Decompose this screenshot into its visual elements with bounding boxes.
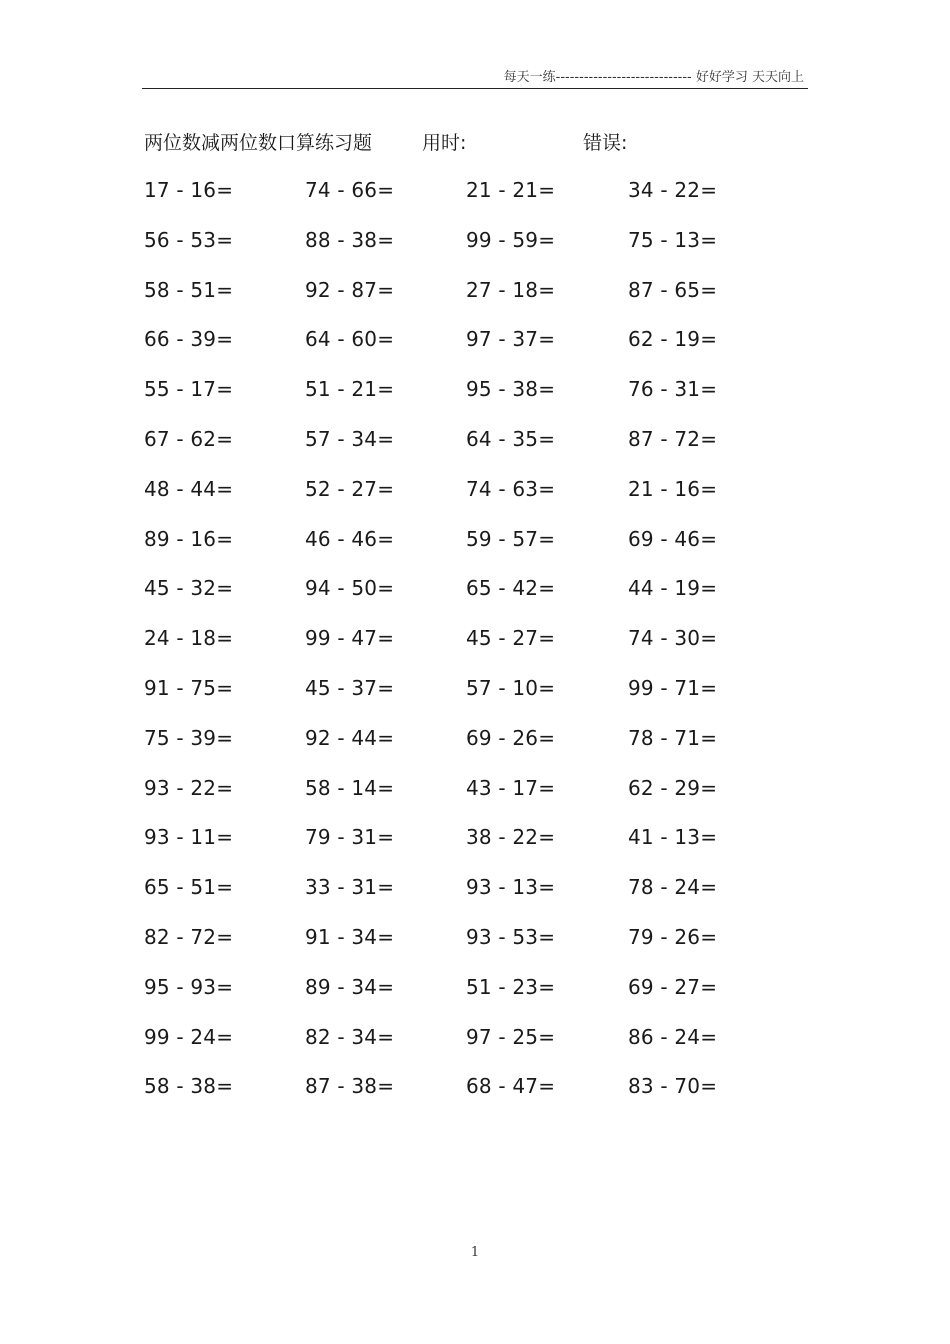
problem-item: 99 - 47= [305, 626, 395, 651]
problem-item: 97 - 25= [466, 1024, 556, 1049]
problem-item: 55 - 17= [144, 377, 234, 402]
problem-item: 93 - 53= [466, 924, 556, 949]
problem-item: 99 - 59= [466, 227, 556, 252]
problem-item: 59 - 57= [466, 526, 556, 551]
problem-row [144, 1025, 804, 1075]
problem-row [144, 527, 804, 577]
problem-item: 65 - 51= [144, 875, 234, 900]
problem-item: 24 - 18= [144, 626, 234, 651]
problem-item: 69 - 26= [466, 725, 556, 750]
problem-item: 93 - 11= [144, 825, 234, 850]
header-text [504, 66, 804, 85]
problem-item: 21 - 21= [466, 178, 556, 202]
problem-item: 82 - 34= [305, 1024, 395, 1049]
problem-row [144, 776, 804, 826]
problem-item: 64 - 60= [305, 327, 395, 352]
header-right-text: 好好学习 天天向上 [695, 70, 804, 85]
problem-grid [144, 178, 804, 1124]
page-header [142, 62, 808, 89]
problem-item: 92 - 44= [305, 725, 395, 750]
problem-item: 41 - 13= [628, 825, 718, 850]
problem-item: 86 - 24= [628, 1024, 718, 1049]
problem-item: 45 - 27= [466, 626, 556, 651]
problem-item: 68 - 47= [466, 1074, 556, 1099]
problem-item: 21 - 16= [628, 476, 718, 501]
problem-item: 44 - 19= [628, 576, 718, 601]
problem-item: 66 - 39= [144, 327, 234, 352]
problem-item: 34 - 22= [628, 178, 718, 202]
problem-item: 95 - 38= [466, 377, 556, 402]
problem-row [144, 1074, 804, 1124]
problem-item: 43 - 17= [466, 775, 556, 800]
problem-item: 99 - 71= [628, 675, 718, 700]
problem-item: 58 - 38= [144, 1074, 234, 1099]
problem-item: 87 - 72= [628, 426, 718, 451]
problem-row [144, 377, 804, 427]
problem-item: 64 - 35= [466, 426, 556, 451]
problem-item: 75 - 39= [144, 725, 234, 750]
problem-item: 57 - 10= [466, 675, 556, 700]
problem-item: 56 - 53= [144, 227, 234, 252]
problem-row [144, 427, 804, 477]
problem-item: 69 - 27= [628, 974, 718, 999]
problem-item: 92 - 87= [305, 277, 395, 302]
problem-item: 87 - 38= [305, 1074, 395, 1099]
problem-row [144, 228, 804, 278]
problem-item: 83 - 70= [628, 1074, 718, 1099]
problem-item: 27 - 18= [466, 277, 556, 302]
problem-item: 91 - 34= [305, 924, 395, 949]
problem-item: 78 - 24= [628, 875, 718, 900]
problem-item: 94 - 50= [305, 576, 395, 601]
error-label: 错误: [583, 132, 628, 154]
time-label: 用时: [422, 132, 467, 154]
problem-item: 17 - 16= [144, 178, 234, 202]
problem-item: 57 - 34= [305, 426, 395, 451]
problem-row [144, 576, 804, 626]
problem-item: 76 - 31= [628, 377, 718, 402]
header-left-text: 每天一练 [503, 70, 556, 85]
problem-item: 65 - 42= [466, 576, 556, 601]
problem-row [144, 676, 804, 726]
problem-item: 58 - 14= [305, 775, 395, 800]
problem-item: 79 - 26= [628, 924, 718, 949]
problem-row [144, 178, 804, 228]
problem-item: 74 - 63= [466, 476, 556, 501]
problem-item: 74 - 66= [305, 178, 395, 202]
problem-item: 45 - 32= [144, 576, 234, 601]
problem-item: 87 - 65= [628, 277, 718, 302]
problem-item: 95 - 93= [144, 974, 234, 999]
problem-item: 67 - 62= [144, 426, 234, 451]
problem-item: 89 - 16= [144, 526, 234, 551]
problem-item: 48 - 44= [144, 476, 234, 501]
problem-item: 75 - 13= [628, 227, 718, 252]
problem-row [144, 726, 804, 776]
problem-item: 93 - 22= [144, 775, 234, 800]
problem-item: 74 - 30= [628, 626, 718, 651]
problem-item: 82 - 72= [144, 924, 234, 949]
problem-item: 79 - 31= [305, 825, 395, 850]
problem-row [144, 825, 804, 875]
problem-item: 97 - 37= [466, 327, 556, 352]
problem-item: 33 - 31= [305, 875, 395, 900]
problem-item: 69 - 46= [628, 526, 718, 551]
problem-item: 91 - 75= [144, 675, 234, 700]
problem-item: 62 - 29= [628, 775, 718, 800]
problem-item: 93 - 13= [466, 875, 556, 900]
problem-item: 89 - 34= [305, 974, 395, 999]
problem-row [144, 875, 804, 925]
problem-item: 51 - 23= [466, 974, 556, 999]
header-dashes: ----------------------------- [555, 70, 692, 85]
problem-item: 38 - 22= [466, 825, 556, 850]
problem-item: 51 - 21= [305, 377, 395, 402]
problem-item: 46 - 46= [305, 526, 395, 551]
problem-row [144, 626, 804, 676]
problem-row [144, 327, 804, 377]
problem-item: 58 - 51= [144, 277, 234, 302]
worksheet-title: 两位数减两位数口算练习题 [144, 132, 373, 154]
problem-item: 62 - 19= [628, 327, 718, 352]
problem-row [144, 925, 804, 975]
problem-item: 88 - 38= [305, 227, 395, 252]
page-number: 1 [470, 1245, 480, 1260]
problem-item: 99 - 24= [144, 1024, 234, 1049]
problem-item: 52 - 27= [305, 476, 395, 501]
problem-row [144, 278, 804, 328]
problem-row [144, 477, 804, 527]
problem-row [144, 975, 804, 1025]
title-row [144, 128, 824, 158]
problem-item: 78 - 71= [628, 725, 718, 750]
problem-item: 45 - 37= [305, 675, 395, 700]
